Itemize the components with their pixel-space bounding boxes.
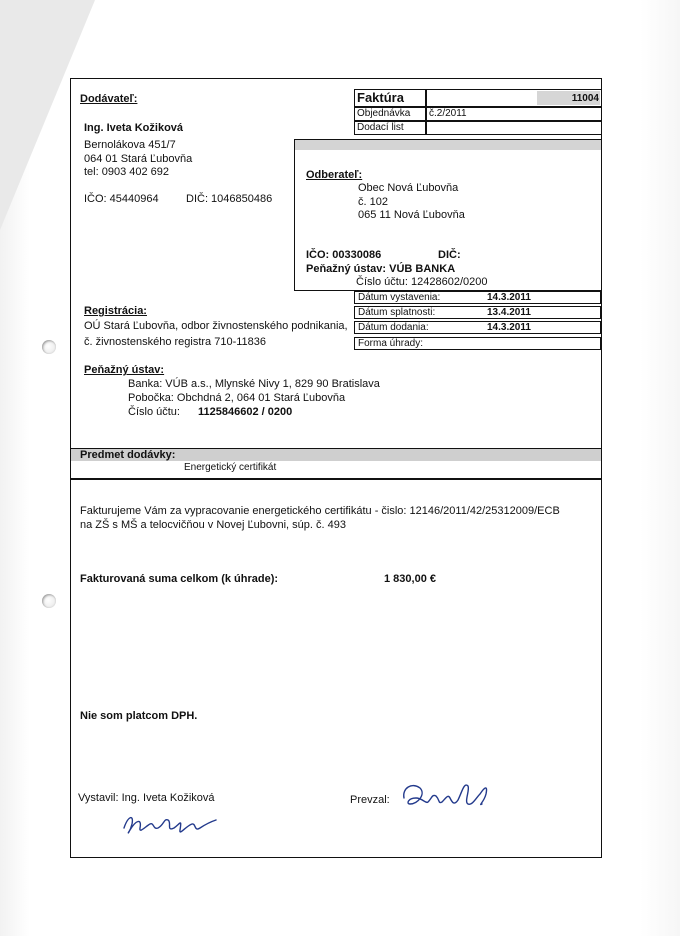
delivery-note-value (426, 121, 602, 135)
subject-value: Energetický certifikát (184, 462, 277, 473)
punch-hole (42, 340, 56, 354)
supplier-account-value: 1125846602 / 0200 (198, 406, 293, 418)
delivery-date-row (354, 321, 601, 334)
issue-date-label: Dátum vystavenia: (358, 292, 441, 303)
invoice-number-cell (426, 89, 602, 107)
punch-hole (42, 594, 56, 608)
supplier-bank-heading: Peňažný ústav: (84, 364, 165, 376)
body-line1: Fakturujeme Vám za vypracovanie energetického certifikátu - čislo: 12146/2011/42/25312009/ECB (80, 505, 560, 517)
supplier-bank-branch: Pobočka: Obchdná 2, 064 01 Stará Ľubovňa (128, 392, 346, 404)
registration-line2: č. živnostenského registra 710-11836 (84, 336, 267, 348)
recipient-signature (398, 778, 498, 814)
supplier-city: 064 01 Stará Ľubovňa (84, 153, 193, 165)
order-value: č.2/2011 (426, 107, 602, 121)
supplier-street: Bernolákova 451/7 (84, 139, 176, 151)
delivery-date-label: Dátum dodania: (358, 322, 429, 333)
total-label: Fakturovaná suma celkom (k úhrade): (80, 573, 279, 585)
issue-date-value: 14.3.2011 (487, 292, 531, 303)
delivery-date-value: 14.3.2011 (487, 322, 531, 333)
payment-form-label: Forma úhrady: (358, 338, 424, 349)
payment-form-row (354, 337, 601, 350)
buyer-bank: Peňažný ústav: VÚB BANKA (306, 263, 456, 275)
issued-by: Vystavil: Ing. Iveta Kožiková (78, 792, 215, 804)
buyer-city: 065 11 Nová Ľubovňa (358, 209, 465, 221)
body-line2: na ZŠ s MŠ a telocvičňou v Novej Ľubovni, súp. č. 493 (80, 519, 346, 531)
buyer-name: Obec Nová Ľubovňa (358, 182, 459, 194)
issue-date-row (354, 291, 601, 304)
divider (70, 478, 602, 480)
registration-line1: OÚ Stará Ľubovňa, odbor živnostenského podnikania, (84, 320, 348, 332)
buyer-ico: IČO: 00330086 (306, 249, 382, 261)
registration-heading: Registrácia: (84, 305, 147, 317)
supplier-bank-name: Banka: VÚB a.s., Mlynské Nivy 1, 829 90 Bratislava (128, 378, 380, 390)
buyer-street: č. 102 (358, 196, 388, 208)
order-label: Objednávka (354, 107, 426, 121)
due-date-label: Dátum splatnosti: (358, 307, 436, 318)
supplier-phone: tel: 0903 402 692 (84, 166, 170, 178)
supplier-name: Ing. Iveta Kožiková (84, 122, 184, 134)
buyer-heading: Odberateľ: (306, 169, 363, 181)
invoice-number: 11004 (571, 93, 599, 104)
received-by: Prevzal: (350, 794, 390, 806)
supplier-ico: IČO: 45440964 (84, 193, 159, 205)
buyer-dic: DIČ: (438, 249, 461, 261)
supplier-account-label: Číslo účtu: (128, 406, 180, 418)
delivery-note-label: Dodací list (354, 121, 426, 135)
due-date-value: 13.4.2011 (487, 307, 531, 318)
issuer-signature (120, 806, 230, 840)
buyer-account: Číslo účtu: 12428602/0200 (356, 276, 488, 288)
supplier-dic: DIČ: 1046850486 (186, 193, 273, 205)
vat-note: Nie som platcom DPH. (80, 710, 198, 722)
due-date-row (354, 306, 601, 319)
supplier-heading: Dodávateľ: (80, 93, 138, 105)
total-value: 1 830,00 € (384, 573, 436, 585)
invoice-title: Faktúra (354, 89, 426, 107)
subject-heading: Predmet dodávky: (80, 449, 176, 461)
